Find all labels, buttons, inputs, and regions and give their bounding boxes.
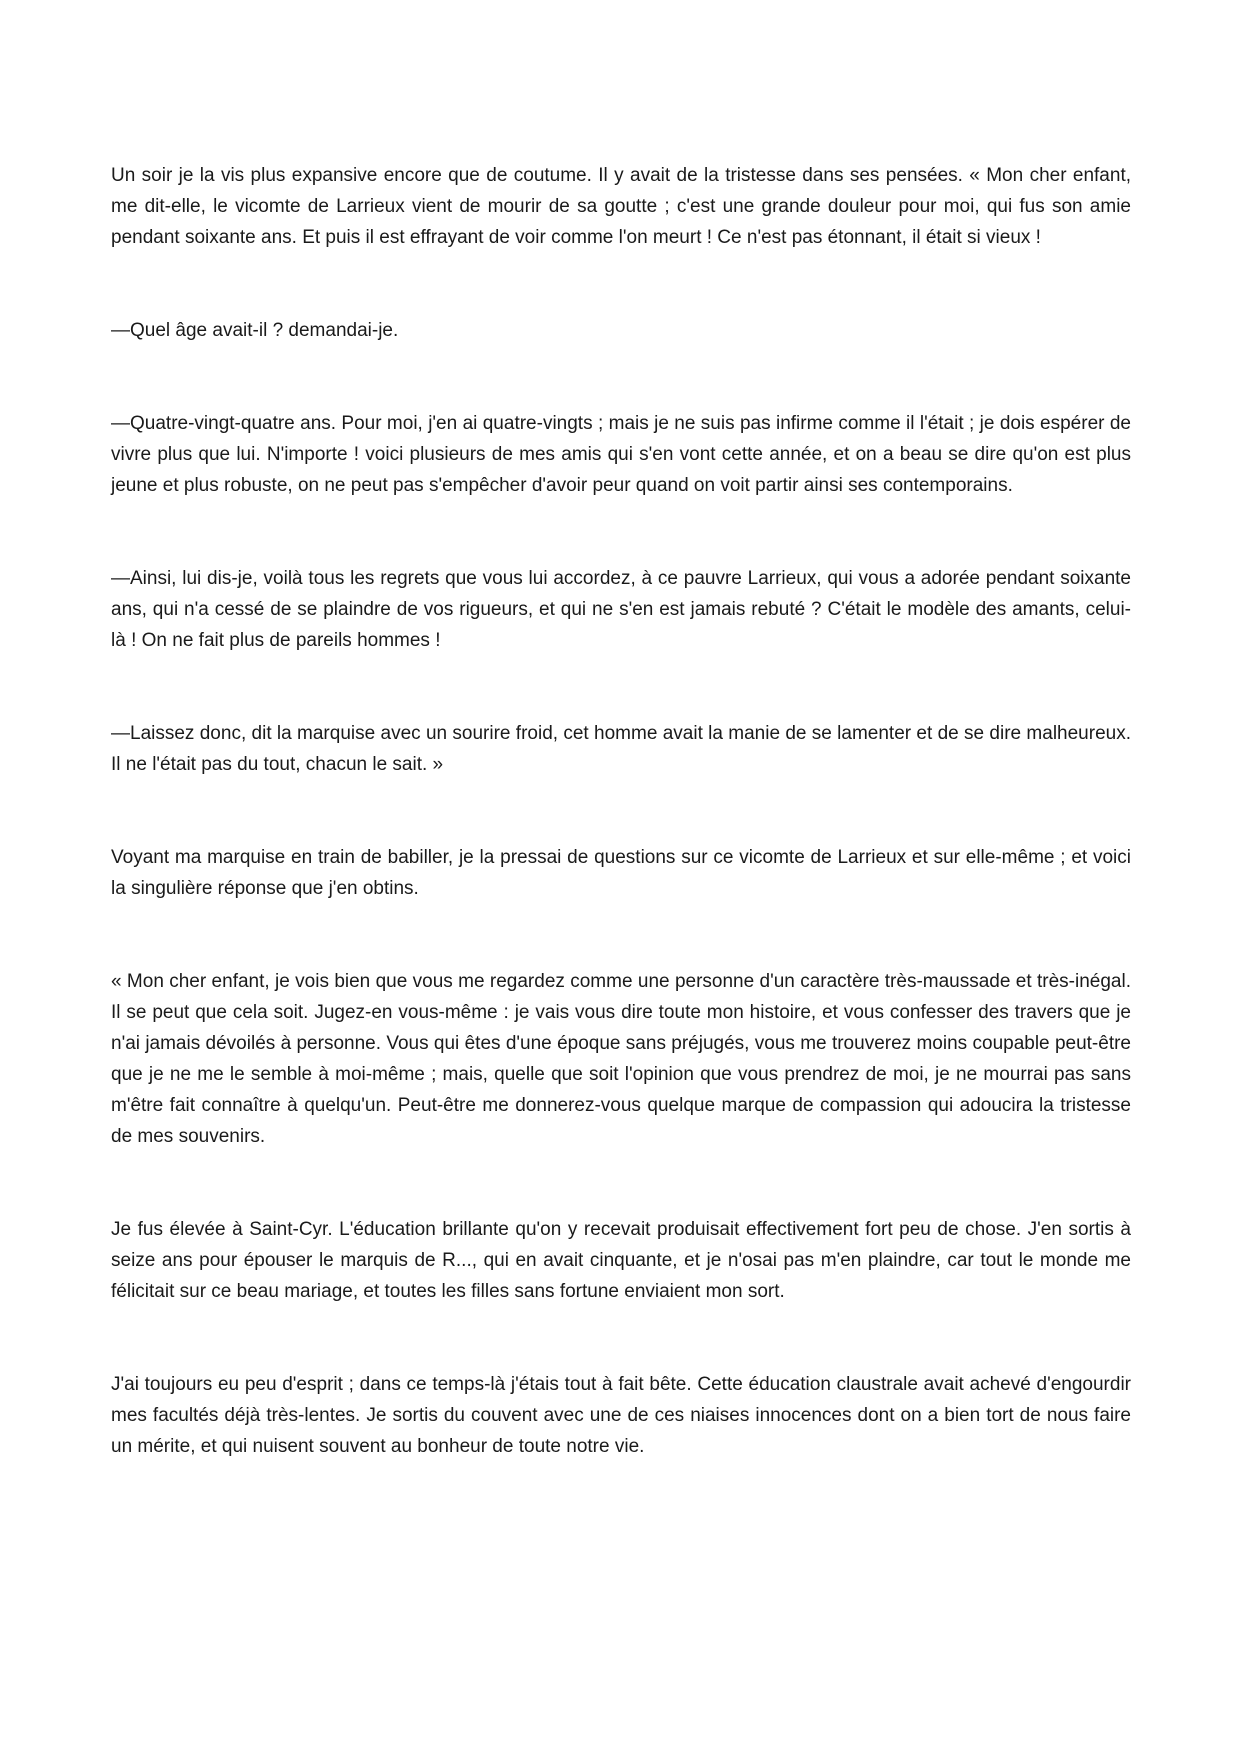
paragraph-9: J'ai toujours eu peu d'esprit ; dans ce temps-là j'étais tout à fait bête. Cette éducation claustrale avait achevé d'engourdir mes facultés déjà très-lentes. Je sortis du couvent avec une de ces niaises innocences dont on a bien tort de nous faire un mérite, et qui nuisent souvent au bonheur de toute notre vie.	[111, 1374, 1131, 1457]
document-page	[111, 160, 1131, 1462]
paragraph-6: Voyant ma marquise en train de babiller, je la pressai de questions sur ce vicomte de Larrieux et sur elle-même ; et voici la singulière réponse que j'en obtins.	[111, 847, 1131, 899]
paragraph-8: Je fus élevée à Saint-Cyr. L'éducation brillante qu'on y recevait produisait effectivement fort peu de chose. J'en sortis à seize ans pour épouser le marquis de R..., qui en avait cinquante, et je n'osai pas m'en plaindre, car tout le monde me félicitait sur ce beau mariage, et toutes les filles sans fortune enviaient mon sort.	[111, 1219, 1131, 1302]
paragraph-2: —Quel âge avait-il ? demandai-je.	[111, 320, 399, 341]
paragraph-1: Un soir je la vis plus expansive encore que de coutume. Il y avait de la tristesse dans ses pensées. « Mon cher enfant, me dit-elle, le vicomte de Larrieux vient de mourir de sa goutte ; c'est une grande douleur pour moi, qui fus son amie pendant soixante ans. Et puis il est effrayant de voir comme l'on meurt ! Ce n'est pas étonnant, il était si vieux !	[111, 165, 1131, 248]
paragraph-4: —Ainsi, lui dis-je, voilà tous les regrets que vous lui accordez, à ce pauvre Larrieux, qui vous a adorée pendant soixante ans, qui n'a cessé de se plaindre de vos rigueurs, et qui ne s'en est jamais rebuté ? C'était le modèle des amants, celui-là ! On ne fait plus de pareils hommes !	[111, 568, 1131, 651]
paragraph-7: « Mon cher enfant, je vois bien que vous me regardez comme une personne d'un caractère très-maussade et très-inégal. Il se peut que cela soit. Jugez-en vous-même : je vais vous dire toute mon histoire, et vous confesser des travers que je n'ai jamais dévoilés à personne. Vous qui êtes d'une époque sans préjugés, vous me trouverez moins coupable peut-être que je ne me le semble à moi-même ; mais, quelle que soit l'opinion que vous prendrez de moi, je ne mourrai pas sans m'être fait connaître à quelqu'un. Peut-être me donnerez-vous quelque marque de compassion qui adoucira la tristesse de mes souvenirs.	[111, 971, 1131, 1147]
paragraph-5: —Laissez donc, dit la marquise avec un sourire froid, cet homme avait la manie de se lamenter et de se dire malheureux. Il ne l'était pas du tout, chacun le sait. »	[111, 723, 1131, 775]
paragraph-3: —Quatre-vingt-quatre ans. Pour moi, j'en ai quatre-vingts ; mais je ne suis pas infirme comme il l'était ; je dois espérer de vivre plus que lui. N'importe ! voici plusieurs de mes amis qui s'en vont cette année, et on a beau se dire qu'on est plus jeune et plus robuste, on ne peut pas s'empêcher d'avoir peur quand on voit partir ainsi ses contemporains.	[111, 413, 1131, 496]
